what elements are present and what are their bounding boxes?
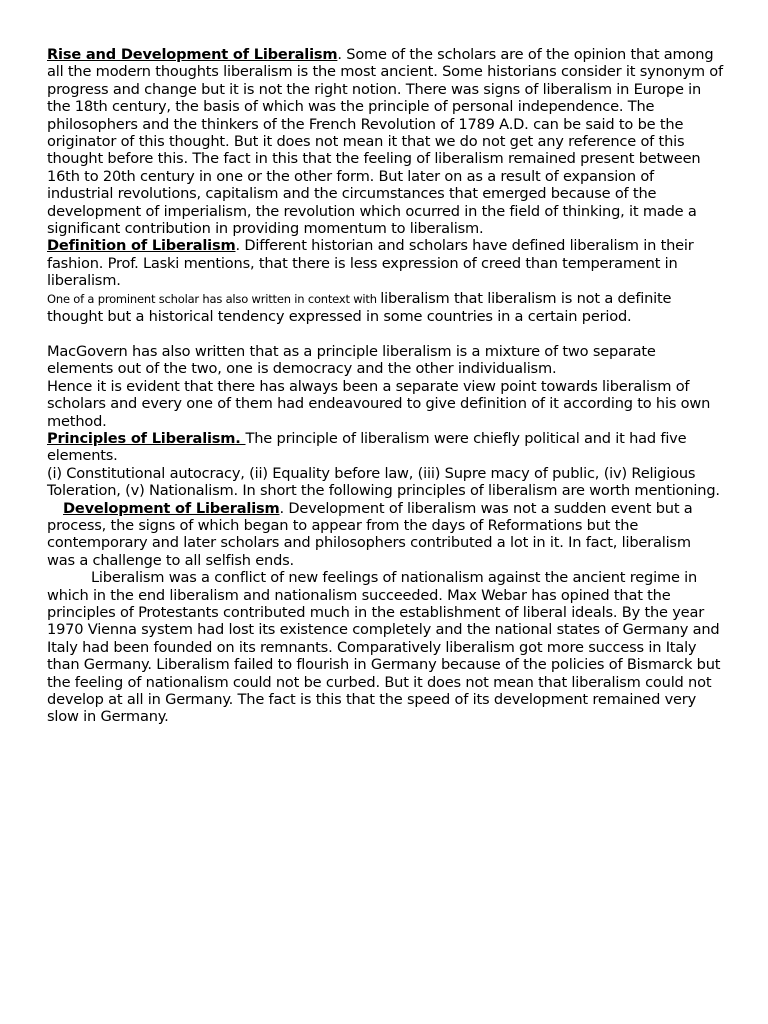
paragraph-text: MacGovern has also written that as a principle liberalism is a mixture of two separate elements out of the two, one is democracy and the other individualism. (47, 342, 656, 378)
paragraph-principles (47, 430, 723, 465)
heading-development: Development of Liberalism (63, 499, 280, 517)
heading-definition: Definition of Liberalism (47, 237, 236, 255)
heading-rise-and-development: Rise and Development of Liberalism (47, 46, 338, 63)
paragraph-conflict (47, 569, 723, 726)
paragraph-prominent-scholar (47, 290, 723, 326)
paragraph-text: . Some of the scholars are of the opinion that among all the modern thoughts liberalism is the most ancient. Some historians consider it synonym of progress and change but it is not the right notion. There was signs of liberalism in Europe in the 18th century, the basis of which was the principle of personal independence. The philosophers and the thinkers of the French Revolution of 1789 A.D. can be said to be the originator of this thought. But it does not mean it that we do not get any reference of this thought before this. The fact in this that the feeling of liberalism remained present between 16th to 20th century in one or the other form. But later on as a result of expansion of industrial revolutions, capitalism and the circumstances that emerged because of the development of imperialism, the revolution which ocurred in the field of thinking, it made a significant contribution in providing momentum to liberalism. (47, 46, 723, 238)
paragraph-principles-list (47, 465, 723, 500)
paragraph-development (47, 500, 723, 570)
paragraph-definition (47, 237, 723, 289)
paragraph-text: liberalism that liberalism is not a definite thought but a historical tendency expressed in some countries in a certain period. (47, 289, 672, 326)
paragraph-view-point (47, 378, 723, 430)
heading-principles: Principles of Liberalism. (47, 429, 246, 447)
paragraph-text: Liberalism was a conflict of new feelings of nationalism against the ancient regime in which in the end liberalism and nationalism succeeded. Max Webar has opined that the principles of Protestants contributed much in the establishment of liberal ideals. By the year 1970 Vienna system had lost its existence completely and the national states of Germany and Italy had been founded on its remnants. Comparatively liberalism got more success in Italy than Germany. Liberalism failed to flourish in Germany because of the policies of Bismarck but the feeling of nationalism could not be curbed. But it does not mean that liberalism could not develop at all in Germany. The fact is this that the speed of its development remained very slow in Germany. (47, 569, 721, 726)
paragraph-text: . Different historian and scholars have defined liberalism in their fashion. Prof. Laski mentions, that there is less expression of creed than temperament in liberalism. (47, 237, 694, 290)
paragraph-macgovern (47, 343, 723, 378)
small-text-run: One of a prominent scholar has also written in context with (47, 291, 381, 306)
indent (47, 500, 63, 517)
paragraph-rise-and-development (47, 46, 723, 237)
paragraph-text: The principle of liberalism were chiefly political and it had five elements. (47, 429, 687, 465)
blank-line (47, 326, 723, 343)
paragraph-text: Hence it is evident that there has always been a separate view point towards liberalism of scholars and every one of them had endeavoured to give definition of it according to his own method. (47, 377, 711, 430)
document-page (47, 46, 723, 726)
paragraph-text: . Development of liberalism was not a sudden event but a process, the signs of which began to appear from the days of Reformations but the contemporary and later scholars and philosophers contributed a lot in it. In fact, liberalism was a challenge to all selfish ends. (47, 499, 693, 569)
paragraph-text: (i) Constitutional autocracy, (ii) Equality before law, (iii) Supre macy of public, (iv) Religious Toleration, (v) Nationalism. In short the following principles of liberalism are worth mentioning. (47, 464, 720, 500)
indent (47, 569, 91, 586)
